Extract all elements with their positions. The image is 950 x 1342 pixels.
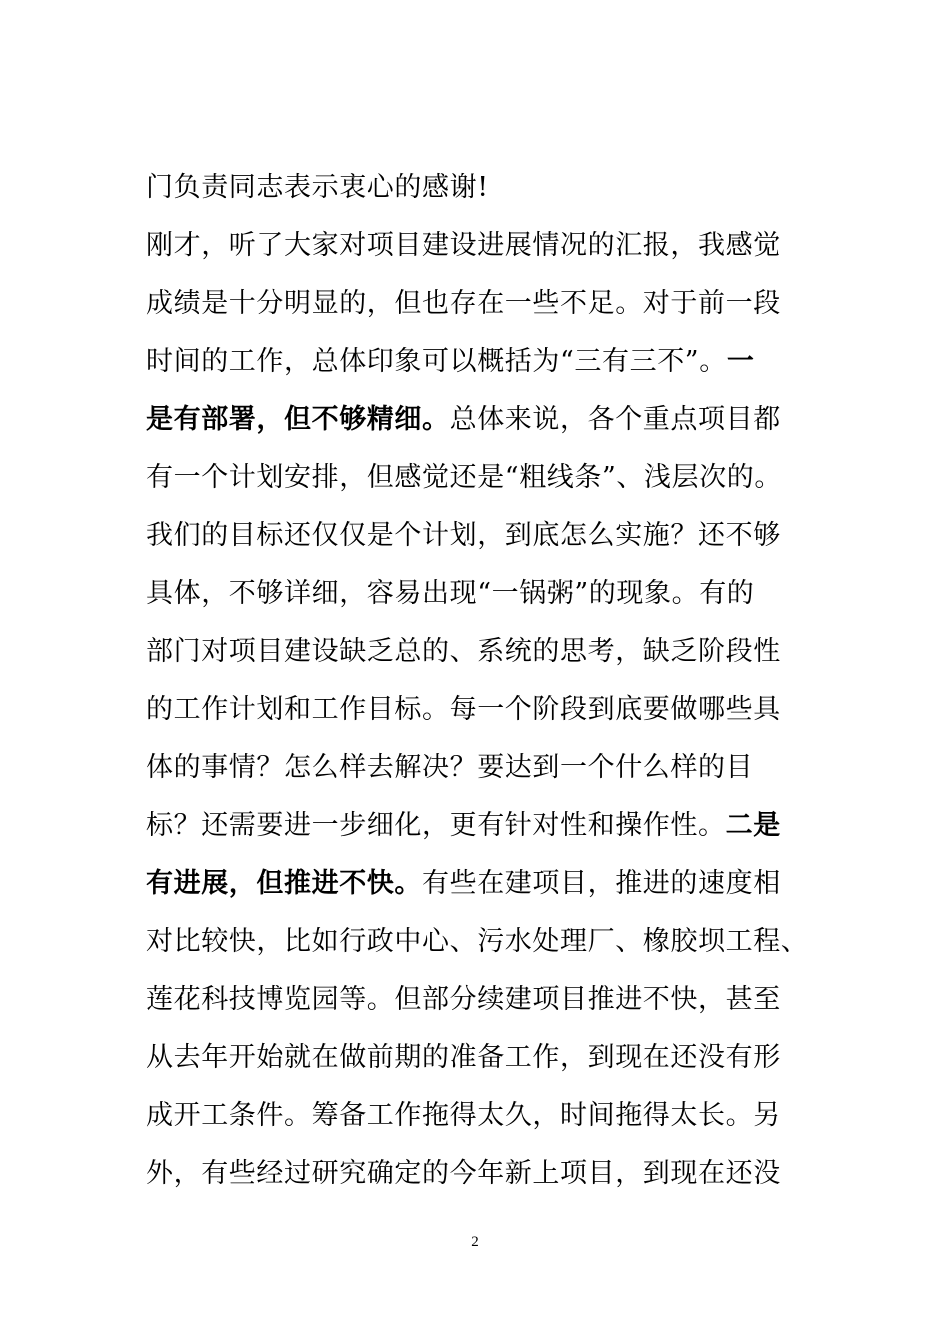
text-run: 成开工条件。筹备工作拖得太久，时间拖得太长。另 xyxy=(146,1100,781,1131)
bold-text-run: 有进展，但推进不快。 xyxy=(146,868,422,899)
text-run: 体的事情？怎么样去解决？要达到一个什么样的目 xyxy=(146,752,754,783)
text-run: 总体来说，各个重点项目都 xyxy=(449,404,781,435)
text-line xyxy=(146,855,826,913)
text-line xyxy=(146,739,826,797)
text-run: 时间的工作，总体印象可以概括为“三有三不”。 xyxy=(146,346,727,377)
text-line xyxy=(146,565,826,623)
text-line xyxy=(146,971,826,1029)
text-run: 标？还需要进一步细化，更有针对性和操作性。 xyxy=(146,810,726,841)
text-run: 从去年开始就在做前期的准备工作，到现在还没有形 xyxy=(146,1042,781,1073)
text-line xyxy=(146,913,826,971)
body-text xyxy=(146,159,826,1203)
text-run: 莲花科技博览园等。但部分续建项目推进不快，甚至 xyxy=(146,984,781,1015)
text-line xyxy=(146,623,826,681)
text-line xyxy=(146,797,826,855)
text-run: 外，有些经过研究确定的今年新上项目，到现在还没 xyxy=(146,1158,781,1189)
text-line xyxy=(146,217,826,275)
text-line xyxy=(146,391,826,449)
text-run: 部门对项目建设缺乏总的、系统的思考，缺乏阶段性 xyxy=(146,636,781,667)
text-line xyxy=(146,1087,826,1145)
text-run: 对比较快，比如行政中心、污水处理厂、橡胶坝工程、 xyxy=(146,926,809,957)
text-run: 刚才，听了大家对项目建设进展情况的汇报，我感觉 xyxy=(146,230,781,261)
text-run: 的工作计划和工作目标。每一个阶段到底要做哪些具 xyxy=(146,694,781,725)
bold-text-run: 是有部署，但不够精细。 xyxy=(146,404,450,435)
text-line xyxy=(146,333,826,391)
text-run: 具体，不够详细，容易出现“一锅粥”的现象。有的 xyxy=(146,578,755,609)
text-run: 成绩是十分明显的，但也存在一些不足。对于前一段 xyxy=(146,288,781,319)
text-line xyxy=(146,159,826,217)
bold-text-run: 一 xyxy=(726,346,755,377)
text-run: 我们的目标还仅仅是个计划，到底怎么实施？还不够 xyxy=(146,520,781,551)
text-run: 有一个计划安排，但感觉还是“粗线条”、浅层次的。 xyxy=(146,462,783,493)
text-line xyxy=(146,681,826,739)
text-line xyxy=(146,275,826,333)
text-run: 门负责同志表示衷心的感谢! xyxy=(146,172,489,203)
text-line xyxy=(146,1145,826,1203)
text-line xyxy=(146,507,826,565)
text-line xyxy=(146,449,826,507)
text-line xyxy=(146,1029,826,1087)
page-number: 2 xyxy=(471,1234,479,1250)
bold-text-run: 二是 xyxy=(725,810,781,841)
text-run: 有些在建项目，推进的速度相 xyxy=(422,868,781,899)
